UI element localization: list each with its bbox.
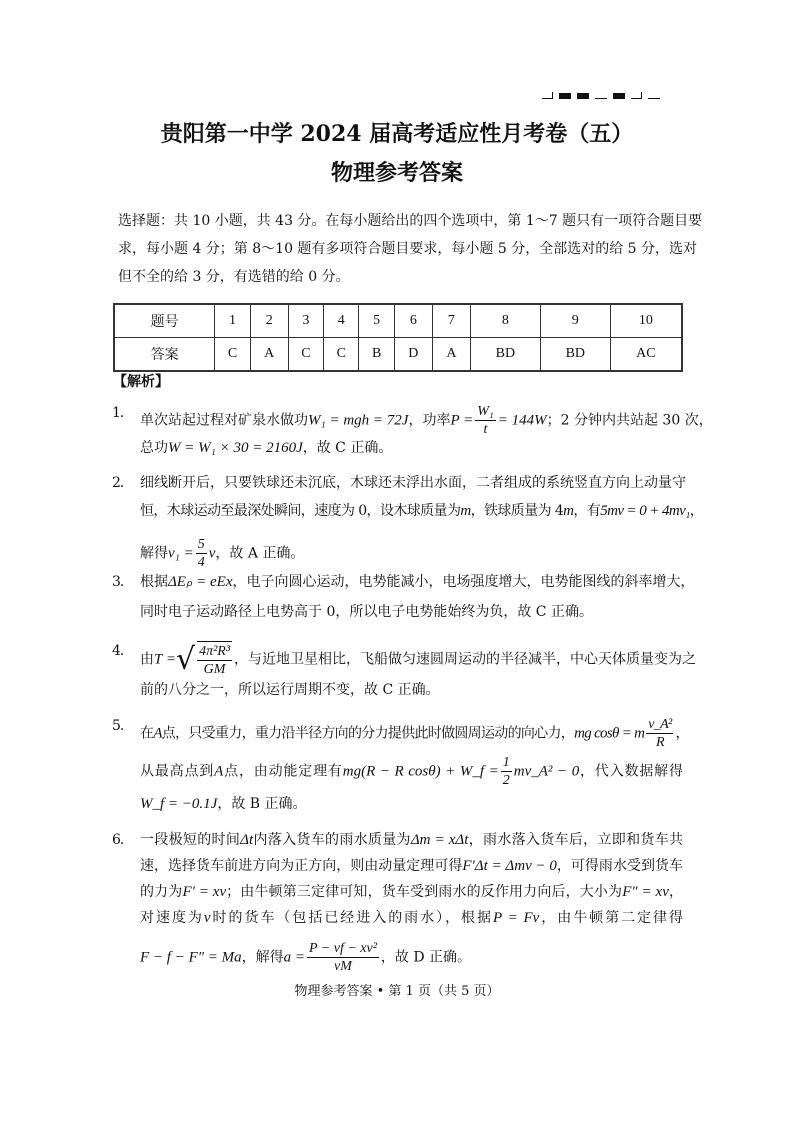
item-5-line: 从最高点到A点，由动能定理有mg(R − R cosθ) + W_f = $\frac{1}{2}$ mv_A² − 0，代入数据解得: [140, 755, 684, 788]
fraction: $\frac{\text{v\_A²}}{R}$: [648, 717, 672, 750]
item-6-line: 对速度为v时的货车（包括已经进入的雨水），根据P = Fv，由牛顿第二定律得: [140, 910, 684, 926]
item-3-line: 同时电子运动路径上电势高于 0，所以电子电势能始终为负，故 C 正确。: [140, 604, 593, 620]
item-4-line: 前的八分之一，所以运行周期不变，故 C 正确。: [140, 682, 440, 698]
item-2-line: 解得v₁ = $\frac{5}{4}$ v，故 A 正确。: [140, 537, 305, 570]
table-cell: 5: [359, 304, 394, 338]
table-cell: 10: [610, 304, 682, 338]
item-1-line: 总功W = W₁ × 30 = 2160J，故 C 正确。: [140, 440, 393, 456]
intro-line: 但不全的给 3 分，有选错的给 0 分。: [118, 269, 350, 285]
table-cell: A: [432, 338, 470, 372]
item-3-line: 根据ΔEₚ = eEx，电子向圆心运动，电势能减小，电场强度增大，电势能图线的斜率增大，: [140, 574, 695, 590]
item-number: 4．: [112, 643, 133, 659]
item-1-line: 单次站起过程对矿泉水做功W₁ = mgh = 72J，功率P = $\frac{\text{W₁}}{t}$ = 144W；2 分钟内共站起 30 次，: [140, 404, 713, 437]
table-cell: C: [215, 338, 250, 372]
table-cell: B: [359, 338, 394, 372]
page-footer: 物理参考答案 • 第 1 页（共 5 页）: [294, 984, 500, 999]
table-cell: 6: [394, 304, 432, 338]
fraction: $\frac{\text{W₁}}{t}$: [477, 404, 494, 437]
table-cell: A: [250, 338, 288, 372]
table-cell: 9: [540, 304, 610, 338]
table-cell: 题号: [114, 304, 215, 338]
item-number: 2．: [112, 475, 133, 491]
item-2-line: 细线断开后，只要铁球还未沉底，木球还未浮出水面，二者组成的系统竖直方向上动量守: [140, 475, 686, 491]
table-cell: 答案: [114, 338, 215, 372]
page-subtitle: 物理参考答案: [330, 160, 463, 186]
table-cell: C: [288, 338, 323, 372]
fraction: $\frac{1}{2}$: [502, 755, 510, 788]
square-root: √ $\frac{\text{4π²R³}}{GM}$: [175, 641, 231, 677]
table-row: [114, 338, 682, 372]
fraction: $\frac{\text{P − vf − xv²}}{vM}$: [308, 941, 377, 974]
item-number: 1．: [112, 405, 133, 421]
page-title: 贵阳第一中学 2024 届高考适应性月考卷（五）: [160, 121, 634, 147]
table-cell: AC: [610, 338, 682, 372]
fraction: $\frac{5}{4}$: [197, 537, 205, 570]
item-6-line: 速，选择货车前进方向为正方向，则由动量定理可得F′Δt = Δmv − 0，可得雨水受到货车: [140, 858, 684, 874]
table-cell: 1: [215, 304, 250, 338]
header-marks: [542, 92, 660, 99]
item-5-line: W_f = −0.1J，故 B 正确。: [140, 796, 307, 812]
item-6-line: 一段极短的时间Δt内落入货车的雨水质量为Δm = xΔt，雨水落入货车后，立即和货车共: [140, 832, 684, 848]
table-cell: D: [394, 338, 432, 372]
table-cell: 4: [324, 304, 359, 338]
item-6-line: 的力为F′ = xv；由牛顿第三定律可知，货车受到雨水的反作用力向后，大小为F″ = xv，: [140, 884, 684, 900]
table-cell: C: [324, 338, 359, 372]
table-cell: 2: [250, 304, 288, 338]
table-cell: 7: [432, 304, 470, 338]
item-5-line: 在A点，只受重力，重力沿半径方向的分力提供此时做圆周运动的向心力，mg cosθ = m $\frac{\text{v\_A²}}{R}$ ，: [140, 717, 689, 750]
analysis-heading: 【解析】: [113, 374, 169, 390]
intro-line: 求，每小题 4 分；第 8～10 题有多项符合题目要求，每小题 5 分，全部选对的给 5 分，选对: [118, 241, 698, 257]
item-2-line: 恒，木球运动至最深处瞬间，速度为 0，设木球质量为m，铁球质量为 4m，有5mv = 0 + 4mv₁，: [140, 503, 704, 519]
item-number: 6．: [112, 832, 133, 848]
intro-line: 选择题：共 10 小题，共 43 分。在每小题给出的四个选项中，第 1～7 题只有一项符合题目要: [118, 213, 703, 229]
table-cell: BD: [540, 338, 610, 372]
table-row: [114, 304, 682, 338]
answer-table: [113, 303, 683, 372]
table-cell: BD: [470, 338, 540, 372]
item-6-line: F − f − F″ = Ma，解得a = $\frac{\text{P − vf − xv²}}{vM}$ ，故 D 正确。: [140, 941, 472, 974]
item-number: 5.: [112, 718, 124, 734]
table-cell: 8: [470, 304, 540, 338]
item-number: 3．: [112, 574, 133, 590]
table-cell: 3: [288, 304, 323, 338]
item-4-line: 由T = √ $\frac{\text{4π²R³}}{GM}$ ，与近地卫星相比，飞船做匀速圆周运动的半径减半，中心天体质量变为之: [140, 641, 697, 677]
